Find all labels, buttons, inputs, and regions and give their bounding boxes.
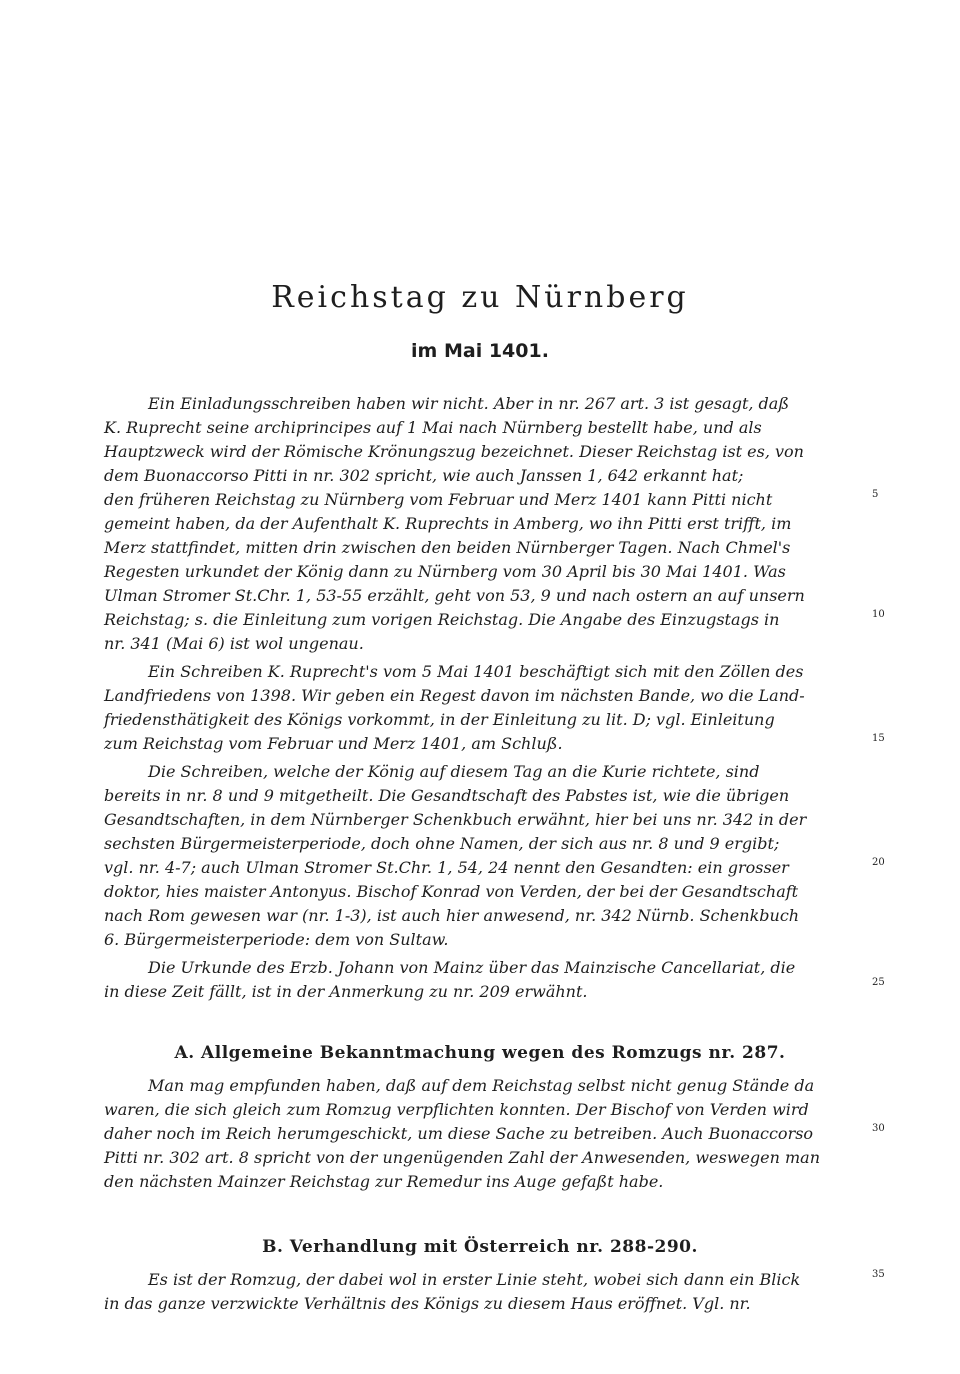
text-line: Ulman Stromer St.Chr. 1, 53-55 erzählt, geht von 53, 9 und nach ostern an auf unsern (104, 586, 805, 605)
margin-line-number: 30 (872, 1123, 885, 1134)
text-line: Es ist der Romzug, der dabei wol in erster Linie steht, wobei sich dann ein Blick (148, 1270, 801, 1289)
text-line: Landfriedens von 1398. Wir geben ein Regest davon im nächsten Bande, wo die Land- (104, 686, 805, 705)
text-line: bereits in nr. 8 und 9 mitgetheilt. Die Gesandtschaft des Pabstes ist, wie die übrigen (104, 786, 790, 805)
text-line: in das ganze verzwickte Verhältnis des Königs zu diesem Haus eröffnet. Vgl. nr. (104, 1294, 751, 1313)
text-line: Regesten urkundet der König dann zu Nürnberg vom 30 April bis 30 Mai 1401. Was (104, 562, 786, 581)
text-line: Merz stattfindet, mitten drin zwischen den beiden Nürnberger Tagen. Nach Chmel's (104, 538, 791, 557)
margin-line-number: 10 (872, 609, 885, 620)
text-line: Pitti nr. 302 art. 8 spricht von der ungenügenden Zahl der Anwesenden, weswegen man (104, 1148, 821, 1167)
section-b-heading: B. Verhandlung mit Österreich nr. 288-290. (262, 1237, 698, 1257)
text-line: Ein Einladungsschreiben haben wir nicht. Aber in nr. 267 art. 3 ist gesagt, daß (148, 394, 790, 413)
text-line: gemeint haben, da der Aufenthalt K. Ruprechts in Amberg, wo ihn Pitti erst trifft, im (104, 514, 792, 533)
text-line: friedensthätigkeit des Königs vorkommt, in der Einleitung zu lit. D; vgl. Einleitung (104, 710, 775, 729)
text-line: K. Ruprecht seine archiprincipes auf 1 Mai nach Nürnberg bestellt habe, und als (104, 418, 762, 437)
text-line: sechsten Bürgermeisterperiode, doch ohne Namen, der sich aus nr. 8 und 9 ergibt; (104, 834, 780, 853)
text-line: in diese Zeit fällt, ist in der Anmerkung zu nr. 209 erwähnt. (104, 982, 588, 1001)
text-line: vgl. nr. 4-7; auch Ulman Stromer St.Chr. 1, 54, 24 nennt den Gesandten: ein grosser (104, 858, 789, 877)
text-line: Die Schreiben, welche der König auf diesem Tag an die Kurie richtete, sind (148, 762, 760, 781)
margin-line-number: 20 (872, 857, 885, 868)
margin-line-number: 15 (872, 733, 885, 744)
text-line: Ein Schreiben K. Ruprecht's vom 5 Mai 1401 beschäftigt sich mit den Zöllen des (148, 662, 804, 681)
text-line: doktor, hies maister Antonyus. Bischof Konrad von Verden, der bei der Gesandtschaft (104, 882, 799, 901)
text-line: 6. Bürgermeisterperiode: dem von Sultaw. (104, 930, 449, 949)
text-line: zum Reichstag vom Februar und Merz 1401, am Schluß. (104, 734, 563, 753)
text-line: den nächsten Mainzer Reichstag zur Remedur ins Auge gefaßt habe. (104, 1172, 664, 1191)
text-line: Hauptzweck wird der Römische Krönungszug bezeichnet. Dieser Reichstag ist es, von (104, 442, 804, 461)
text-line: Die Urkunde des Erzb. Johann von Mainz über das Mainzische Cancellariat, die (148, 958, 796, 977)
text-line: daher noch im Reich herumgeschickt, um diese Sache zu betreiben. Auch Buonaccorso (104, 1124, 814, 1143)
text-line: den früheren Reichstag zu Nürnberg vom Februar und Merz 1401 kann Pitti nicht (104, 490, 773, 509)
margin-line-number: 25 (872, 977, 885, 988)
text-line: dem Buonaccorso Pitti in nr. 302 spricht, wie auch Janssen 1, 642 erkannt hat; (104, 466, 744, 485)
margin-line-number: 35 (872, 1269, 885, 1280)
text-line: nr. 341 (Mai 6) ist wol ungenau. (104, 634, 364, 653)
section-a-heading: A. Allgemeine Bekanntmachung wegen des Romzugs nr. 287. (174, 1043, 786, 1063)
text-line: waren, die sich gleich zum Romzug verpflichten konnten. Der Bischof von Verden wird (104, 1100, 809, 1119)
text-line: Man mag empfunden haben, daß auf dem Reichstag selbst nicht genug Stände da (148, 1076, 815, 1095)
text-line: nach Rom gewesen war (nr. 1-3), ist auch hier anwesend, nr. 342 Nürnb. Schenkbuch (104, 906, 800, 925)
page-subtitle: im Mai 1401. (411, 340, 549, 362)
text-line: Reichstag; s. die Einleitung zum vorigen Reichstag. Die Angabe des Einzugstags in (104, 610, 780, 629)
margin-line-number: 5 (872, 489, 879, 500)
text-line: Gesandtschaften, in dem Nürnberger Schenkbuch erwähnt, hier bei uns nr. 342 in der (104, 810, 807, 829)
page-title: Reichstag zu Nürnberg (271, 280, 689, 315)
